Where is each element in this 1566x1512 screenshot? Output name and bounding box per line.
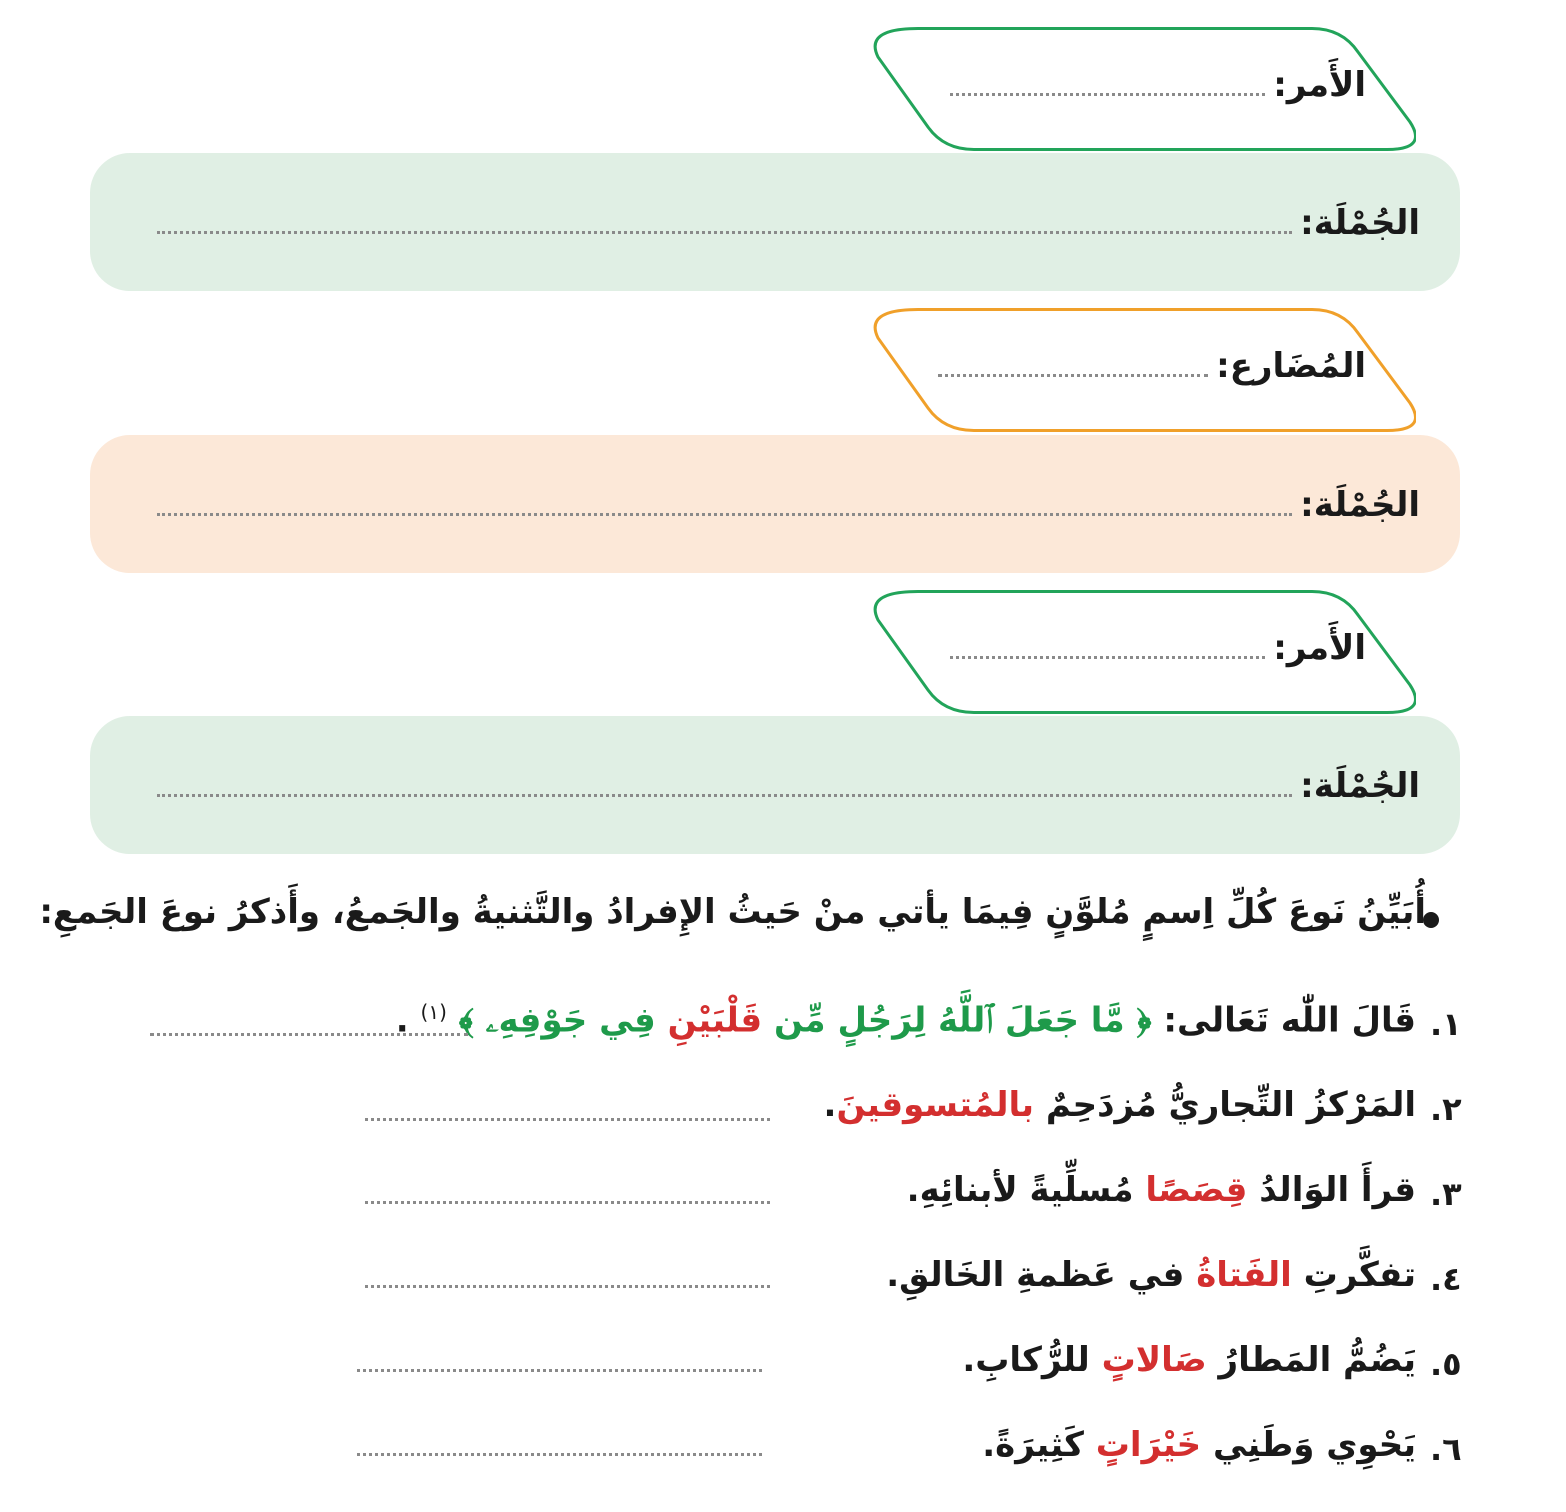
quran-close-bracket: ﴾	[458, 1000, 474, 1041]
item-5-after: للرُّكابِ.	[962, 1340, 1090, 1380]
highlighted-noun: الفَتاةُ	[1196, 1255, 1292, 1295]
item-1-end: .	[395, 1000, 409, 1041]
item-3-after: مُسلِّيةً لأبنائِهِ.	[906, 1170, 1134, 1210]
highlighted-noun: بالمُتسوقينَ	[836, 1085, 1035, 1125]
highlighted-noun: خَيْرَاتٍ	[1095, 1425, 1202, 1465]
command-verb-answer-line[interactable]	[950, 655, 1265, 659]
item-5-before: يَضُمُّ المَطارُ	[1218, 1340, 1416, 1380]
sentence-band-2	[90, 435, 1460, 573]
sentence-band-3	[90, 716, 1460, 854]
sentence-label: الجُمْلَة:	[1300, 485, 1420, 525]
highlighted-noun: قِصَصًا	[1145, 1170, 1248, 1210]
sentence-band-1	[90, 153, 1460, 291]
item-1-sentence	[396, 1000, 1416, 1040]
present-verb-answer-line[interactable]	[938, 373, 1208, 377]
item-4-after: في عَظمةِ الخَالقِ.	[886, 1255, 1185, 1295]
item-number: ٥.	[1430, 1345, 1462, 1383]
item-number: ٣.	[1430, 1175, 1462, 1213]
item-3-sentence	[907, 1170, 1416, 1210]
command-verb-box-1	[872, 27, 1416, 151]
item-2-after: .	[823, 1085, 837, 1125]
command-verb-box-2	[872, 590, 1416, 714]
command-verb-label: الأَمر:	[1273, 65, 1366, 105]
item-6-answer-line[interactable]	[357, 1452, 762, 1456]
item-6-after: كَثِيرَةً.	[982, 1425, 1084, 1465]
footnote-marker: (١)	[420, 1000, 447, 1024]
item-5-answer-line[interactable]	[357, 1368, 762, 1372]
item-2-sentence	[824, 1085, 1416, 1125]
item-6-before: يَحْوِي وَطَنِي	[1212, 1425, 1416, 1465]
item-4-answer-line[interactable]	[365, 1284, 770, 1288]
present-verb-box	[872, 308, 1416, 432]
sentence-label: الجُمْلَة:	[1300, 203, 1420, 243]
item-2-answer-line[interactable]	[365, 1117, 770, 1121]
highlighted-noun: قَلْبَيْنِ	[667, 1000, 763, 1041]
item-1-prefix: قَالَ اللّٰه تَعَالى:	[1163, 1000, 1416, 1041]
item-number: ١.	[1430, 1005, 1462, 1043]
sentence-answer-line[interactable]	[157, 230, 1292, 234]
sentence-label: الجُمْلَة:	[1300, 766, 1420, 806]
item-4-sentence	[886, 1255, 1416, 1295]
highlighted-noun: صَالاتٍ	[1101, 1340, 1207, 1380]
command-verb-answer-line[interactable]	[950, 92, 1265, 96]
quran-open-bracket: ﴿	[1136, 1000, 1152, 1041]
quran-text-part-2: فِي جَوْفِهِۦ	[485, 1000, 656, 1041]
item-number: ٢.	[1430, 1090, 1462, 1128]
item-3-answer-line[interactable]	[365, 1200, 770, 1204]
item-2-before: المَرْكزُ التِّجاريُّ مُزدَحِمٌ	[1045, 1085, 1416, 1125]
exercise-instruction: أُبَيِّنُ نَوعَ كُلِّ اِسمٍ مُلوَّنٍ فِيمَا يأتي منْ حَيثُ الإِفرادُ والتَّثنيةُ والجَمعُ، وأَذكرُ نوعَ الجَمعِ:	[39, 892, 1426, 932]
item-4-before: تفكَّرتِ	[1303, 1255, 1416, 1295]
sentence-answer-line[interactable]	[157, 793, 1292, 797]
sentence-answer-line[interactable]	[157, 512, 1292, 516]
present-verb-label: المُضَارع:	[1216, 346, 1366, 386]
item-number: ٤.	[1430, 1260, 1462, 1298]
item-3-before: قرأَ الوَالدُ	[1259, 1170, 1416, 1210]
quran-text-part-1: مَّا جَعَلَ ٱللَّهُ لِرَجُلٍ مِّن	[773, 1000, 1125, 1041]
item-6-sentence	[982, 1425, 1416, 1465]
command-verb-label: الأَمر:	[1273, 628, 1366, 668]
item-5-sentence	[962, 1340, 1416, 1380]
item-1-answer-line[interactable]	[150, 1032, 468, 1036]
item-number: ٦.	[1430, 1430, 1462, 1468]
